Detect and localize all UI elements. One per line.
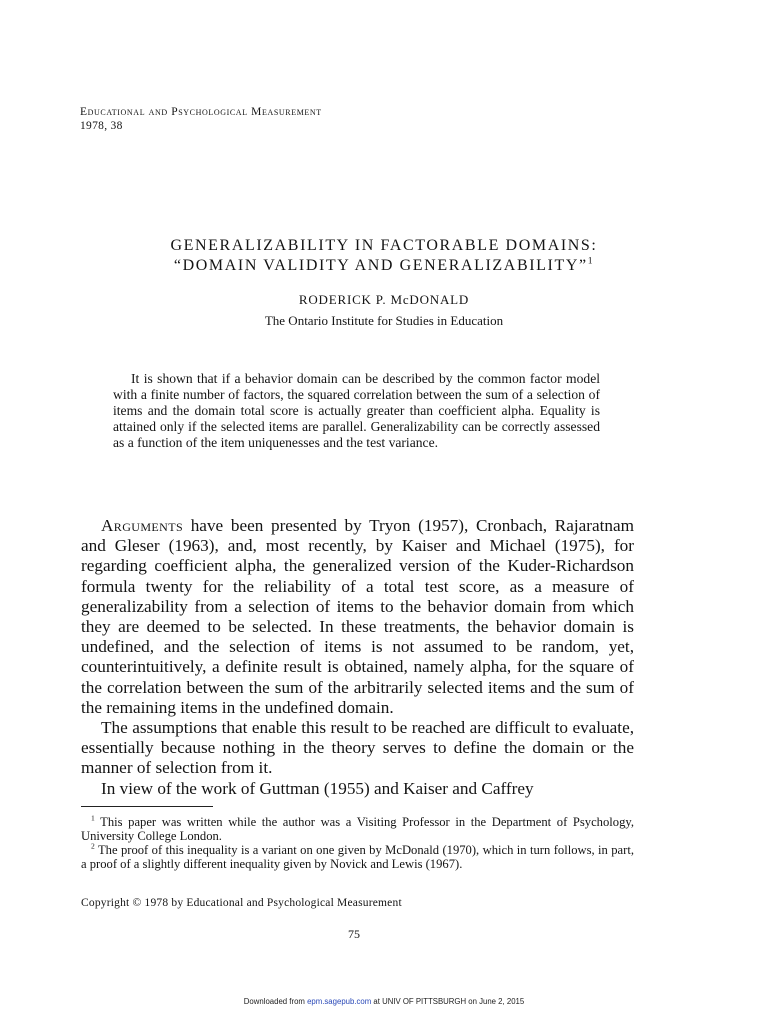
- paragraph: The assumptions that enable this result to be reached are difficult to evaluate, essentially because nothing in the theory serves to define the domain or the manner of selection from it.: [81, 718, 634, 778]
- abstract: [113, 371, 600, 451]
- page-number: 75: [348, 927, 360, 941]
- footnote-rule: [81, 806, 213, 807]
- footnotes: [81, 815, 634, 871]
- journal-volume: 1978, 38: [80, 120, 123, 132]
- download-notice: Downloaded from epm.sagepub.com at UNIV OF PITTSBURGH on June 2, 2015: [243, 997, 525, 1006]
- footnote: $^2$ The proof of this inequality is a variant on one given by McDonald (1970), which in turn follows, in part, a proof of a slightly different inequality given by Novick and Lewis (1967).: [81, 841, 634, 871]
- paragraph-lead-word: Arguments: [101, 516, 184, 535]
- paragraph: Arguments have been presented by Tryon (1957), Cronbach, Rajaratnam and Gleser (1963), and, most recently, by Kaiser and Michael (1975), for regarding coefficient alpha, the generalized version of the Kuder-Richardson formula twenty for the reliability of a total test score, as a measure of generalizability from a selection of items to the behavior domain from which they are deemed to be selected. In these treatments, the behavior domain is undefined, and the selection of items is not assumed to be random, yet, counterintuitively, a definite result is obtained, namely alpha, for the square of the correlation between the sum of the arbitrarily selected items and the sum of the remaining items in the undefined domain.: [81, 516, 634, 717]
- download-link[interactable]: epm.sagepub.com: [307, 997, 372, 1006]
- title-line-2: “DOMAIN VALIDITY AND GENERALIZABILITY”$^1$: [173, 255, 595, 274]
- footnote-mark: 2: [91, 841, 95, 851]
- copyright-notice: Copyright © 1978 by Educational and Psychological Measurement: [81, 897, 402, 909]
- author-name: RODERICK P. McDONALD: [298, 292, 470, 307]
- title-line-1: GENERALIZABILITY IN FACTORABLE DOMAINS:: [170, 237, 598, 254]
- abstract-text: It is shown that if a behavior domain can be described by the common factor model with a finite number of factors, the squared correlation between the sum of a selection of items and the domain total score is actually greater than coefficient alpha. Equality is attained only if the selected items are parallel. Generalizability can be correctly assessed as a function of the item uniquenesses and the test variance.: [113, 371, 600, 450]
- article-title: [60, 236, 708, 276]
- body-text: [81, 516, 634, 799]
- journal-header: [80, 105, 322, 133]
- footnote-mark: 1: [91, 813, 95, 823]
- title-footnote-mark: 1: [587, 255, 595, 267]
- author-affiliation: The Ontario Institute for Studies in Education: [264, 313, 504, 328]
- paragraph: In view of the work of Guttman (1955) and Kaiser and Caffrey: [101, 778, 534, 798]
- footnote: $^1$ This paper was written while the author was a Visiting Professor in the Department of Psychology, University College London.: [81, 813, 634, 843]
- journal-name: Educational and Psychological Measurement: [80, 106, 322, 118]
